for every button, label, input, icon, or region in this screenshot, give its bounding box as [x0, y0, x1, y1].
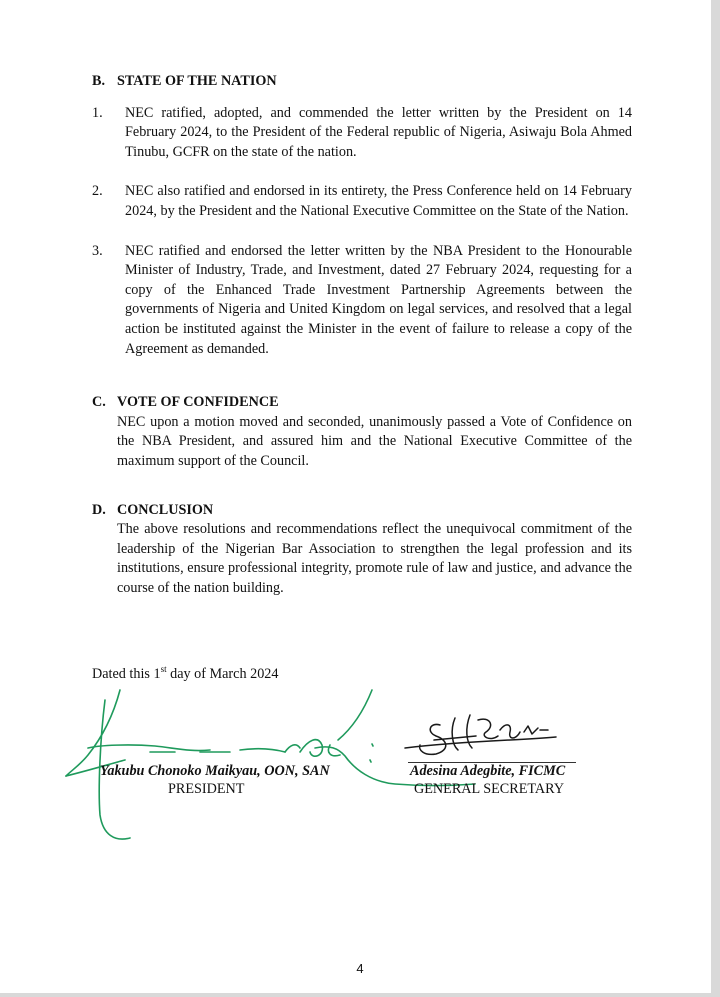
- secretary-title: GENERAL SECRETARY: [414, 781, 565, 797]
- secretary-block: [410, 762, 565, 798]
- item-number: 1.: [92, 104, 103, 121]
- item-number: 3.: [92, 242, 103, 259]
- section-letter: B.: [92, 73, 106, 89]
- section-title: VOTE OF CONFIDENCE: [117, 394, 279, 411]
- item-text: NEC ratified and endorsed the letter written by the NBA President to the Honourable Minister of Industry, Trade, and Investment, dated 27 February 2024, requesting for a copy of the Enhanced Trade Investment Partnership Agreements between the governments of Nigeria and United Kingdom on legal services, and resolved that a legal action be instituted against the Minister in the event of failure to release a copy of the Agreement as demanded.: [125, 242, 632, 357]
- page-number: 4: [356, 961, 364, 976]
- date-suffix: day of March 2024: [166, 666, 279, 682]
- president-name: Yakubu Chonoko Maikyau, OON, SAN: [100, 763, 330, 779]
- date-ordinal: st: [160, 664, 167, 674]
- section-letter: C.: [92, 394, 106, 411]
- item-text: NEC also ratified and endorsed in its entirety, the Press Conference held on 14 February 2024, by the President and the National Executive Committee on the State of the Nation.: [125, 183, 632, 219]
- section-c-body: NEC upon a motion moved and seconded, unanimously passed a Vote of Confidence on the NBA President, and assured him and the National Executive Committee of the maximum support of the Council.: [117, 413, 632, 469]
- item-text: NEC ratified, adopted, and commended the letter written by the President on 14 February 2024, to the President of the Federal republic of Nigeria, Asiwaju Bola Ahmed Tinubu, GCFR on the state of the nation.: [125, 104, 632, 160]
- secretary-name: Adesina Adegbite, FICMC: [410, 763, 566, 779]
- item-number: 2.: [92, 183, 103, 200]
- president-block: [100, 762, 330, 798]
- section-title: CONCLUSION: [117, 501, 214, 518]
- president-title: PRESIDENT: [168, 781, 245, 797]
- section-d-body: The above resolutions and recommendations reflect the unequivocal commitment of the leadership of the Nigerian Bar Association to strengthen the legal profession and its institutions, ensure professional integrity, promote rule of law and justice, and advance the course of the nation building.: [117, 521, 632, 596]
- date-prefix: Dated this 1: [92, 666, 161, 682]
- section-title: STATE OF THE NATION: [117, 73, 277, 89]
- section-letter: D.: [92, 501, 106, 518]
